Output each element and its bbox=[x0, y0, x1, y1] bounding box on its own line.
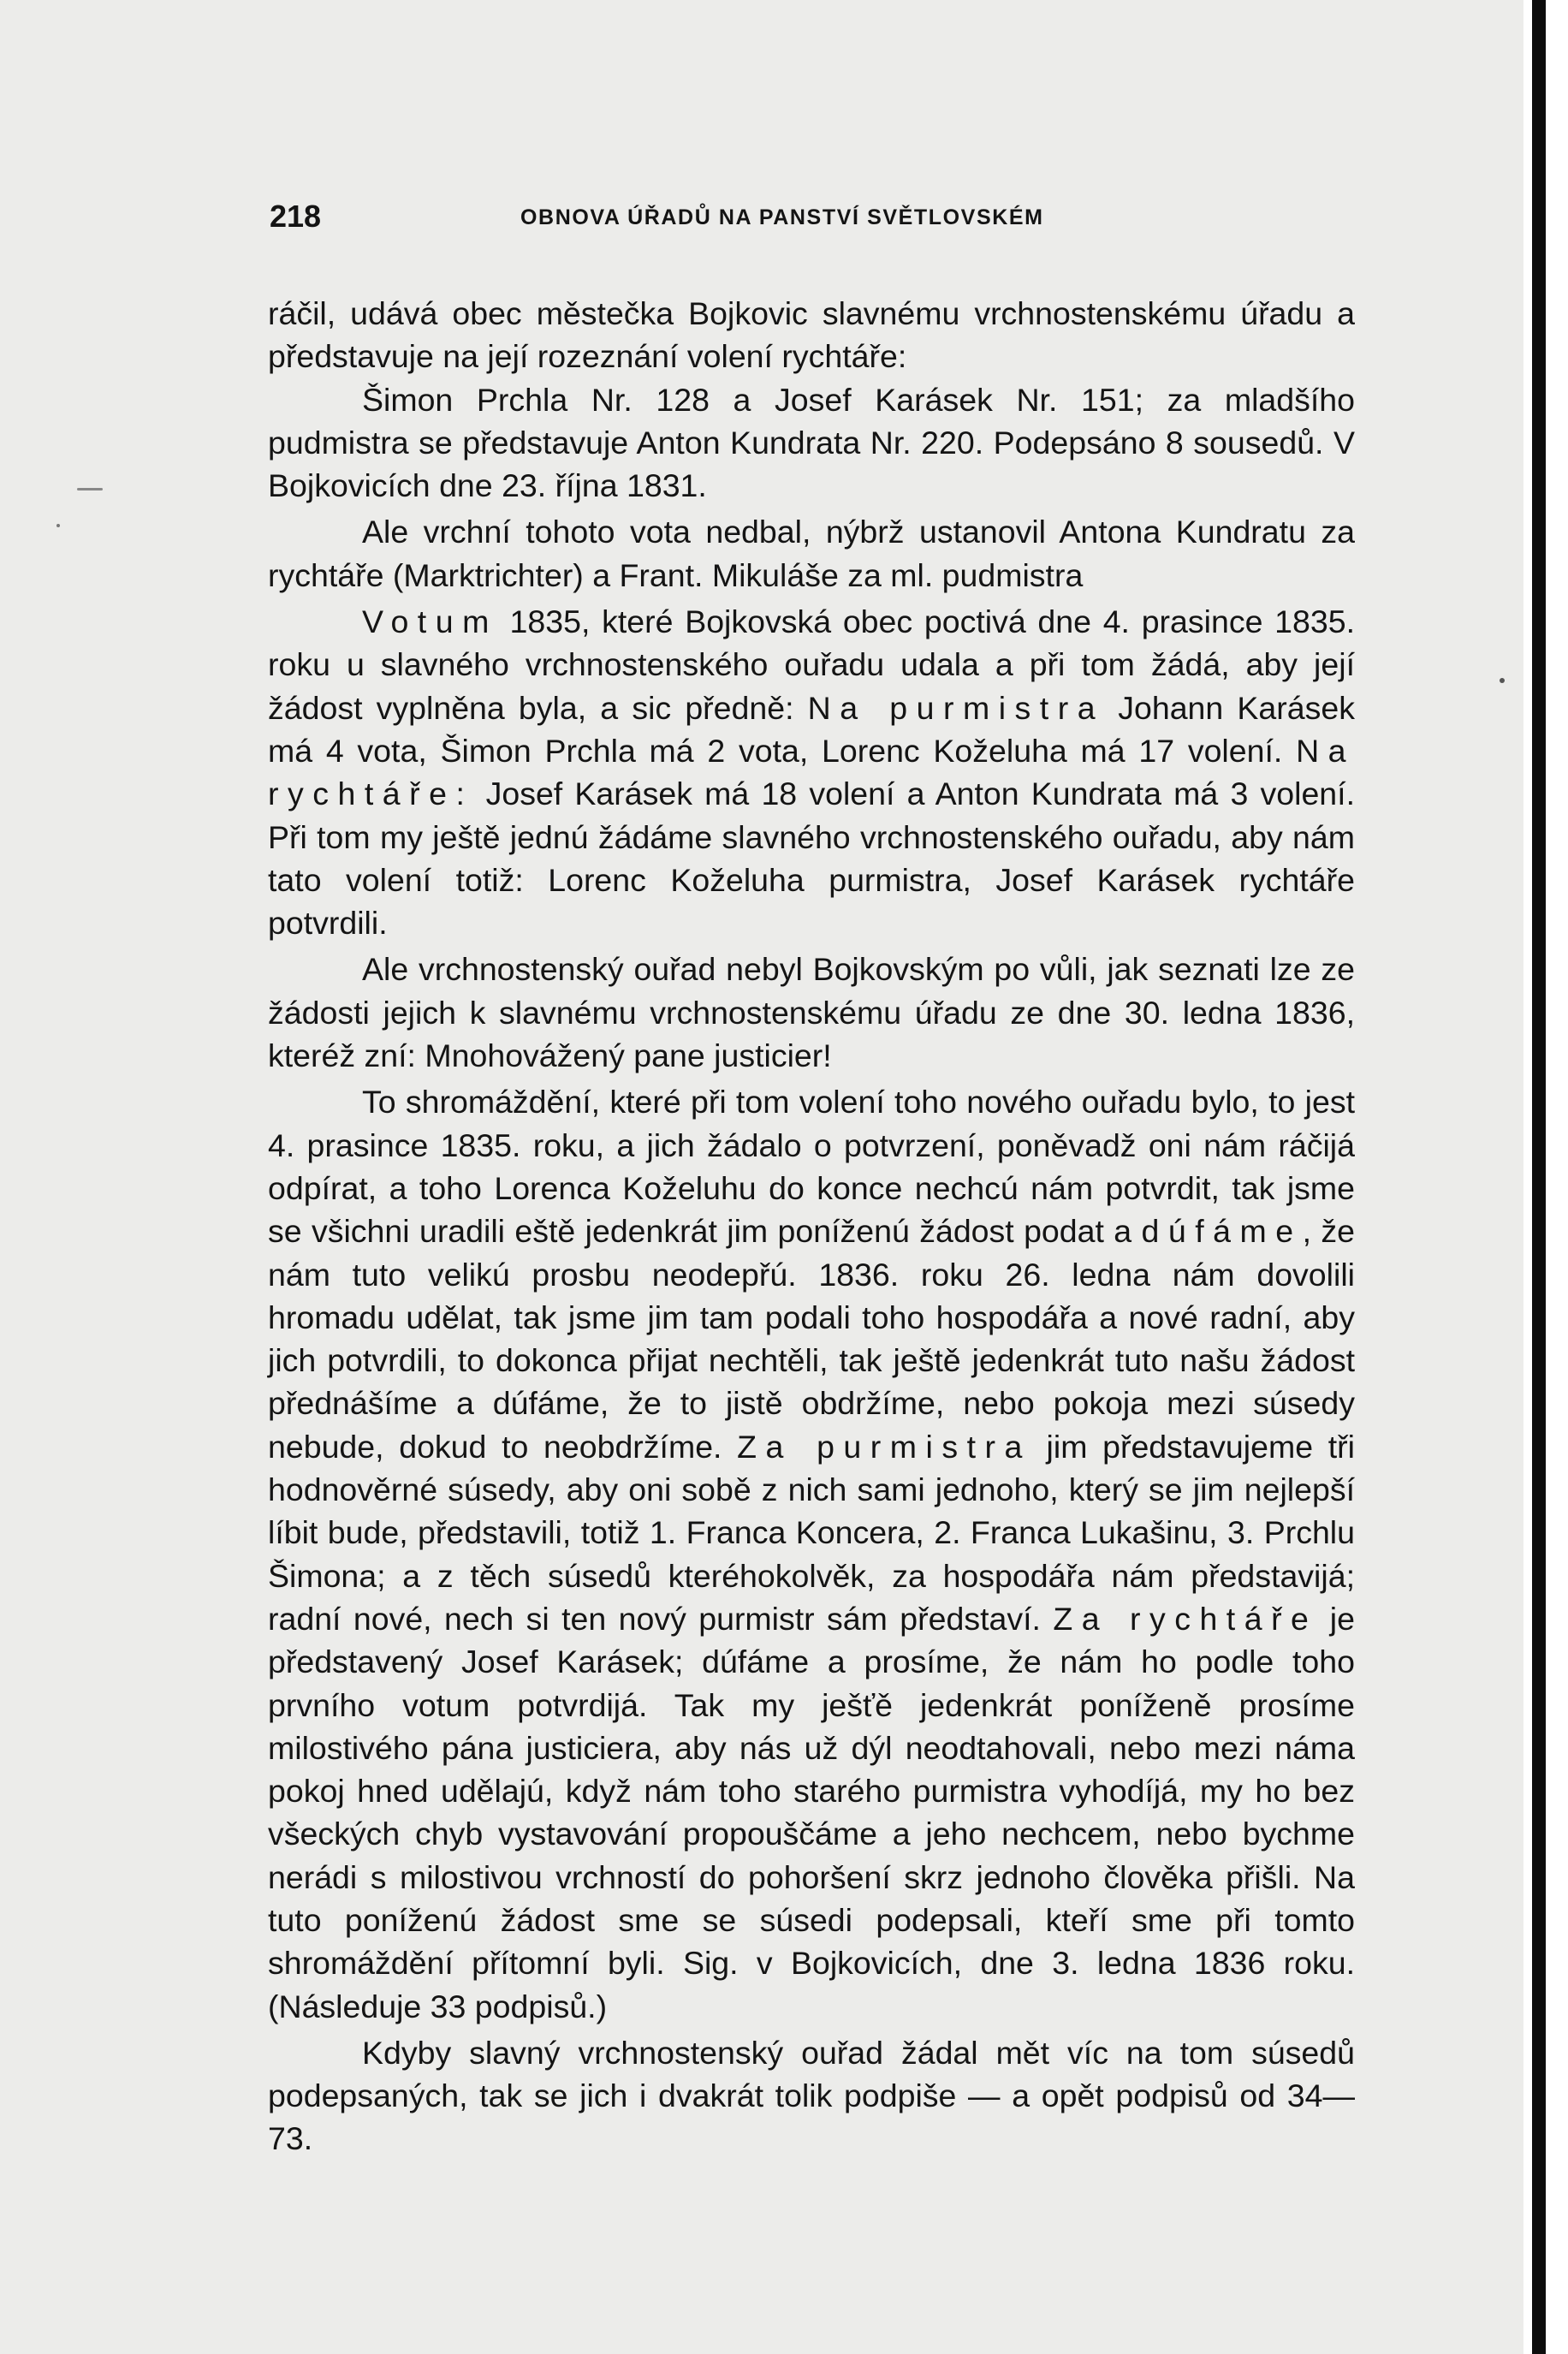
spaced-term-za-purmistra: Za purmistra bbox=[737, 1428, 1031, 1465]
page-edge-shadow bbox=[1532, 0, 1546, 2354]
scan-mark bbox=[77, 488, 103, 490]
paragraph-7: Kdyby slavný vrchnostenský ouřad žádal mět víc na tom súsedů podepsaných, tak se jich i dvakrát tolik podpiše — a opět podpisů od 34—73. bbox=[268, 2034, 1355, 2157]
running-title: OBNOVA ÚŘADŮ NA PANSTVÍ SVĚTLOVSKÉM bbox=[520, 205, 1044, 229]
paragraph-5: Ale vrchnostenský ouřad nebyl Bojkovským po vůli, jak seznati lze ze žádosti jejich k slavnému vrchnostenskému úřadu ze dne 30. ledna 1836, kteréž zní: Mnohovážený pane justicier! bbox=[268, 951, 1355, 1074]
spaced-term-votum: Votum bbox=[362, 603, 498, 640]
paragraph-6: To shromáždění, které při tom volení toho nového ouřadu bylo, to jest 4. prasince 1835. roku, a jich žádalo o potvrzení, poněvadž oni nám ráčijá odpírat, a toho Lorenca Koželuhu do konce nechcú nám potvrdit, tak jsme se všichni uradili eště jedenkrát jim poníženú žádost podat a dúfáme, že nám tuto velikú prosbu neodepřú. 1836. roku 26. ledna nám dovolili hromadu udělat, tak jsme jim tam podali toho hospodářa a nové radní, aby jich potvrdili, to dokonca přijat nechtěli, tak ještě jedenkrát tuto našu žádost přednášíme a dúfáme, že to jistě obdržíme, nebo pokoja mezi súsedy nebude, dokud to neobdržíme. Za purmistra jim představujeme tři hodnověrné súsedy, aby oni sobě z nich sami jednoho, který se jim nejlepší líbit bude, představili, totiž 1. Franca Koncera, 2. Franca Lukašinu, 3. Prchlu Šimona; a z těch súsedů kteréhokolvěk, za hospodářa nám představijá; radní nové, nech si ten nový purmistr sám představí. Za rychtáře je představený Josef Karásek; dúfáme a prosíme, že nám ho podle toho prvního votum potvrdijá. Tak my ješťě jedenkrát poníženě prosíme milostivého pána justiciera, aby nás už dýl neodtahovali, nebo mezi náma pokoj hned udělajú, když nám toho starého purmistra vyhodíjá, my ho bez všeckých chyb vystavování propouščáme a jeho nechcem, nebo bychme nerádi s milostivou vrchností do pohoršení skrz jednoho člověka přišli. Na tuto poníženú žádost sme se súsedi podepsali, kteří sme při tomto shromáždění přítomní byli. Sig. v Bojkovicích, dne 3. ledna 1836 roku. (Následuje 33 podpisů.) bbox=[268, 1084, 1356, 2024]
paragraph-2: Šimon Prchla Nr. 128 a Josef Karásek Nr. 151; za mladšího pudmistra se představuje Anton Kundrata Nr. 220. Podepsáno 8 sousedů. V Bojkovicích dne 23. října 1831. bbox=[268, 381, 1355, 504]
paragraph-3: Ale vrchní tohoto vota nedbal, nýbrž ustanovil Antona Kundratu za rychtáře (Marktrichter) a Frant. Mikuláše za ml. pudmistra bbox=[268, 514, 1355, 593]
spaced-term-za-rychtare: Za rychtáře bbox=[1053, 1600, 1318, 1637]
paragraph-1: ráčil, udává obec městečka Bojkovic slavnému vrchnostenskému úřadu a představuje na její rozeznání volení rychtáře: bbox=[268, 295, 1355, 375]
scan-speck bbox=[1500, 678, 1505, 683]
spaced-term-na-rychtare: Na rychtáře: bbox=[268, 732, 1355, 812]
body-text bbox=[268, 292, 1355, 2161]
paragraph-4: Votum 1835, které Bojkovská obec poctivá dne 4. prasince 1835. roku u slavného vrchnostenského ouřadu udala a při tom žádá, aby její žádost vyplněna byla, a sic předně: Na purmistra Johann Karásek má 4 vota, Šimon Prchla má 2 vota, Lorenc Koželuha má 17 volení. Na rychtáře: Josef Karásek má 18 volení a Anton Kundrata má 3 volení. Při tom my ještě jednú žádáme slavného vrchnostenského ouřadu, aby nám tato volení totiž: Lorenc Koželuha purmistra, Josef Karásek rychtáře potvrdili. bbox=[268, 603, 1355, 942]
spaced-term-dufame: dúfáme bbox=[1141, 1213, 1303, 1250]
scan-speck bbox=[56, 524, 60, 527]
page-number: 218 bbox=[270, 199, 322, 234]
page-edge bbox=[1523, 0, 1568, 2354]
spaced-term-na-purmistra: Na purmistra bbox=[807, 689, 1105, 726]
page-header bbox=[270, 199, 1357, 241]
